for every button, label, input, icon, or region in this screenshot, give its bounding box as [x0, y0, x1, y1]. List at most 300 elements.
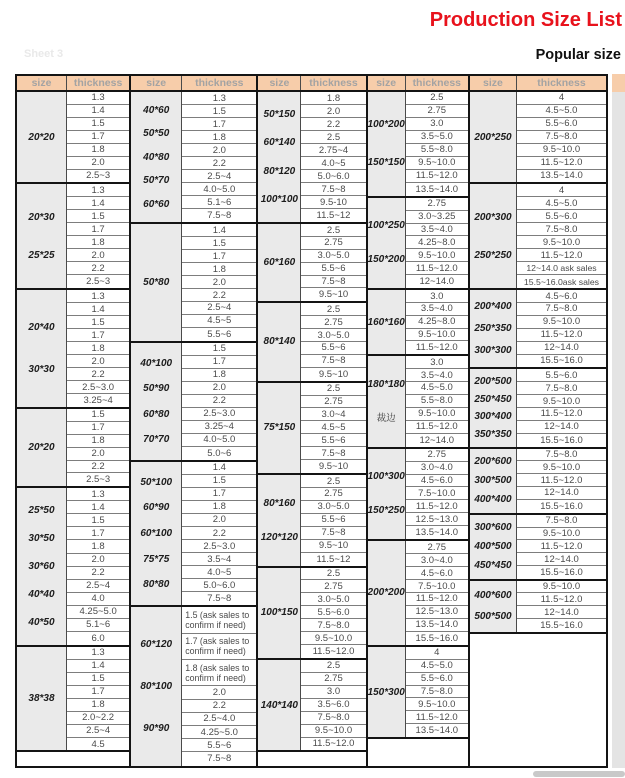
page-title: Production Size List	[429, 9, 622, 31]
thickness-cell: 1.8	[67, 144, 129, 157]
thickness-cell: 13.5~14.0	[540, 170, 583, 182]
thickness-cell: 7.5~8	[207, 210, 232, 222]
size-label: 90*90	[143, 723, 170, 735]
size-label: 75*75	[143, 553, 170, 565]
thickness-cell: 11.5~12.0	[406, 711, 468, 724]
thickness-cell: 3.0~5.0	[301, 329, 365, 342]
thickness-column	[517, 581, 606, 632]
thickness-column	[301, 92, 365, 222]
thickness-cell: 1.4	[67, 303, 129, 316]
size-note: 裁边	[376, 413, 396, 425]
thickness-cell: 9.5~10.0	[406, 329, 468, 342]
size-group	[258, 303, 365, 382]
thickness-cell: 3.0~5.0	[301, 501, 365, 514]
thickness-cell: 7.5~8	[207, 753, 232, 765]
thickness-cell: 11.5~12.0	[517, 157, 606, 170]
size-group	[470, 581, 606, 634]
header-size: size	[17, 76, 67, 90]
thickness-column	[67, 647, 129, 751]
thickness-cell: 11.5~12.0	[406, 262, 468, 275]
thickness-column	[301, 383, 365, 473]
thickness-cell: 2.5	[301, 568, 365, 581]
thickness-cell: 2.0	[182, 144, 256, 157]
empty-cell	[17, 752, 129, 765]
thickness-cell: 3.5~6.0	[301, 699, 365, 712]
size-cell	[470, 449, 517, 513]
thickness-cell: 9.5~10	[301, 540, 365, 553]
size-group	[131, 92, 256, 224]
thickness-cell: 1.5	[182, 475, 256, 488]
thickness-cell: 2.75	[406, 105, 468, 118]
thickness-cell: 1.5	[182, 105, 256, 118]
size-cell	[258, 475, 301, 565]
thickness-cell: 3.0	[406, 118, 468, 131]
thickness-cell: 1.8	[67, 699, 129, 712]
size-label: 30*50	[28, 533, 55, 545]
thickness-cell: 12.5~13.0	[406, 606, 468, 619]
size-label: 40*40	[28, 588, 55, 600]
size-thickness-pair	[368, 76, 470, 766]
size-cell	[470, 290, 517, 367]
size-label: 150*250	[367, 505, 405, 517]
right-sliver-body	[612, 92, 625, 768]
header-size: size	[258, 76, 301, 90]
size-label: 60*120	[140, 638, 173, 650]
thickness-column	[406, 356, 468, 446]
thickness-cell: 9.5-10	[301, 196, 365, 209]
thickness-cell: 1.4	[67, 197, 129, 210]
thickness-cell: 2.2	[182, 395, 256, 408]
size-group	[470, 92, 606, 184]
size-label: 150*150	[367, 157, 405, 169]
size-cell	[470, 515, 517, 579]
thickness-cell: 11.5~12.0	[406, 593, 468, 606]
size-group	[470, 184, 606, 290]
thickness-cell: 12~14.0	[517, 421, 606, 434]
size-label: 25*25	[28, 249, 55, 261]
thickness-cell: 5.5~6.0	[301, 606, 365, 619]
thickness-cell: 2.5	[406, 92, 468, 105]
size-group	[131, 224, 256, 343]
thickness-column	[182, 92, 256, 222]
thickness-cell: 5.5~6.0	[517, 369, 606, 382]
thickness-cell: 2.2	[182, 700, 256, 713]
size-label: 38*38	[28, 693, 55, 705]
size-label: 160*160	[367, 316, 405, 328]
sheet-label: Sheet 3	[24, 48, 64, 60]
size-cell	[470, 92, 517, 182]
thickness-cell: 6.0	[91, 632, 105, 644]
size-label: 250*250	[474, 249, 512, 261]
production-size-table	[15, 74, 608, 768]
size-cell	[17, 184, 67, 288]
thickness-cell: 7.5~8	[207, 593, 232, 605]
size-group	[368, 541, 468, 647]
thickness-cell: 7.5~8.0	[517, 449, 606, 462]
size-cell	[131, 607, 182, 766]
thickness-cell: 3.0~4.0	[406, 554, 468, 567]
thickness-cell: 4.5~6.0	[406, 567, 468, 580]
thickness-cell: 4.25~8.0	[406, 236, 468, 249]
thickness-cell: 2.5~4	[182, 302, 256, 315]
thickness-column	[182, 224, 256, 341]
size-cell	[17, 647, 67, 751]
thickness-cell: 2.5~3.0	[67, 381, 129, 394]
thickness-cell: 13.5~14.0	[406, 619, 468, 632]
size-label: 80*140	[263, 336, 296, 348]
size-group	[17, 92, 129, 184]
thickness-cell: 2.0	[182, 382, 256, 395]
thickness-cell: 2.5	[301, 660, 365, 673]
thickness-cell: 5.5~6	[182, 739, 256, 752]
thickness-cell: 2.75	[301, 673, 365, 686]
thickness-cell: 4	[517, 184, 606, 197]
thickness-cell: 1.3	[182, 92, 256, 105]
thickness-cell: 1.5	[67, 409, 129, 422]
thickness-cell: 12~14.0	[517, 342, 606, 355]
size-group	[368, 356, 468, 448]
thickness-cell: 9.5~10.0	[406, 249, 468, 262]
thickness-cell: 3.25~4	[83, 395, 113, 406]
thickness-cell: 1.4	[67, 501, 129, 514]
thickness-cell: 1.7	[67, 131, 129, 144]
thickness-cell: 9.5~10	[318, 461, 349, 473]
thickness-cell: 11.5~12	[316, 210, 351, 222]
thickness-cell: 2.5	[301, 475, 365, 488]
thickness-cell: 1.5	[67, 673, 129, 686]
thickness-cell: 2.2	[301, 118, 365, 131]
thickness-cell: 5.0~6.0	[182, 579, 256, 592]
size-label: 300*400	[474, 411, 512, 423]
thickness-cell: 2.5~3.0	[182, 540, 256, 553]
table-header-row	[17, 76, 129, 92]
size-label: 80*80	[143, 579, 170, 591]
thickness-column	[182, 607, 256, 766]
thickness-cell: 11.5~12.0	[517, 540, 606, 553]
thickness-cell: 3.0~4	[301, 408, 365, 421]
thickness-cell: 5.1~6	[67, 619, 129, 632]
thickness-cell: 2.2	[67, 461, 129, 474]
size-cell	[17, 290, 67, 407]
table-header-row	[470, 76, 606, 92]
size-label: 60*100	[140, 527, 173, 539]
thickness-cell: 2.0~2.2	[67, 712, 129, 725]
size-label: 100*250	[367, 220, 405, 232]
size-cell	[470, 369, 517, 446]
thickness-cell: 9.5~10.0	[517, 581, 606, 594]
thickness-cell: 15.5~16.0	[540, 566, 583, 578]
thickness-cell: 7.5~8.0	[517, 131, 606, 144]
thickness-cell: 1.3	[67, 92, 129, 105]
thickness-cell: 9.5~10.0	[406, 408, 468, 421]
size-label: 40*100	[140, 357, 173, 369]
size-label: 200*300	[474, 211, 512, 223]
thickness-column	[67, 488, 129, 645]
thickness-cell: 11.5~12.0	[312, 738, 355, 750]
size-label: 120*120	[260, 531, 298, 543]
thickness-cell: 4	[406, 647, 468, 660]
thickness-cell: 12.5~13.0	[406, 513, 468, 526]
thickness-cell: 12~14.0	[419, 434, 455, 446]
thickness-cell: 1.5	[67, 316, 129, 329]
thickness-cell: 2.75	[301, 580, 365, 593]
thickness-cell: 9.5~10.0	[517, 395, 606, 408]
size-label: 40*80	[143, 151, 170, 163]
thickness-cell: 4.25~5.0	[182, 726, 256, 739]
size-label: 60*80	[143, 408, 170, 420]
thickness-cell: 2.2	[67, 368, 129, 381]
thickness-cell: 1.7	[182, 488, 256, 501]
thickness-column	[67, 290, 129, 407]
size-cell	[258, 224, 301, 301]
thickness-cell: 1.5	[67, 514, 129, 527]
thickness-cell: 12~14.0	[517, 487, 606, 500]
size-label: 300*600	[474, 522, 512, 534]
thickness-cell: 12~14.0 ask sales	[517, 262, 606, 275]
size-label: 400*600	[474, 590, 512, 602]
thickness-cell: 9.5~10.0	[517, 316, 606, 329]
thickness-cell: 4.5~6.0	[406, 475, 468, 488]
thickness-cell: 13.5~14.0	[415, 725, 459, 737]
thickness-cell: 7.5~8.0	[517, 223, 606, 236]
header-thickness: thickness	[517, 76, 606, 90]
size-label: 400*500	[474, 541, 512, 553]
thickness-column	[301, 475, 365, 565]
thickness-cell: 2.75	[301, 396, 365, 409]
size-group	[17, 647, 129, 753]
thickness-cell: 11.5~12.0	[312, 646, 355, 658]
thickness-cell: 13.5~14.0	[415, 183, 459, 195]
header-size: size	[131, 76, 182, 90]
size-label: 40*60	[143, 104, 170, 116]
size-cell	[470, 581, 517, 632]
thickness-cell: 3.0~4.0	[406, 462, 468, 475]
thickness-cell: 9.5~10.0	[301, 725, 365, 738]
thickness-cell: 5.5~6	[301, 514, 365, 527]
thickness-cell: 1.8 (ask sales to confirm if need)	[182, 660, 256, 686]
thickness-cell: 15.5~16.0	[540, 355, 583, 367]
thickness-cell: 5.5~8.0	[406, 144, 468, 157]
size-label: 200*250	[474, 131, 512, 143]
thickness-cell: 15.5~16.0	[540, 619, 583, 631]
thickness-cell: 1.7	[67, 527, 129, 540]
thickness-cell: 15.5~16.0ask sales	[523, 276, 600, 287]
thickness-cell: 2.5~4	[67, 580, 129, 593]
size-label: 250*450	[474, 393, 512, 405]
size-label: 50*80	[143, 277, 170, 289]
thickness-cell: 1.4	[182, 224, 256, 237]
thickness-cell: 1.7	[182, 250, 256, 263]
thickness-cell: 2.75	[406, 541, 468, 554]
thickness-cell: 1.5	[182, 237, 256, 250]
size-label: 350*350	[474, 428, 512, 440]
thickness-cell: 7.5~10.0	[406, 580, 468, 593]
thickness-cell: 4.5~5.0	[406, 660, 468, 673]
thickness-cell: 1.8	[67, 342, 129, 355]
thickness-cell: 2.2	[182, 157, 256, 170]
thickness-cell: 9.5~10.0	[406, 698, 468, 711]
thickness-cell: 2.0	[182, 276, 256, 289]
table-header-row	[258, 76, 365, 92]
size-cell	[368, 290, 406, 354]
thickness-cell: 1.7	[67, 329, 129, 342]
size-label: 20*20	[28, 442, 55, 454]
thickness-column	[67, 184, 129, 288]
size-label: 50*150	[263, 109, 296, 121]
size-cell	[368, 647, 406, 737]
thickness-cell: 9.5~10	[318, 289, 349, 301]
size-label: 200*500	[474, 376, 512, 388]
thickness-cell: 1.8	[67, 236, 129, 249]
size-label: 150*200	[367, 254, 405, 266]
thickness-cell: 5.0~6.0	[301, 170, 365, 183]
thickness-cell: 4.5~5.0	[517, 197, 606, 210]
size-thickness-pair	[131, 76, 258, 766]
size-label: 50*100	[140, 476, 173, 488]
thickness-cell: 3.0~5.0	[301, 250, 365, 263]
thickness-cell: 7.5~10.0	[406, 487, 468, 500]
thickness-cell: 3.0~5.0	[301, 593, 365, 606]
thickness-cell: 2.5~3	[86, 474, 111, 486]
size-cell	[17, 488, 67, 645]
size-group	[258, 383, 365, 475]
thickness-cell: 1.7	[182, 118, 256, 131]
thickness-cell: 2.5~3.0	[182, 408, 256, 421]
thickness-cell: 4.5~5	[182, 315, 256, 328]
size-group	[368, 92, 468, 198]
size-label: 25*50	[28, 505, 55, 517]
thickness-cell: 1.3	[67, 488, 129, 501]
thickness-cell: 2.5	[301, 131, 365, 144]
thickness-column	[67, 92, 129, 182]
thickness-cell: 3.5~4.0	[406, 369, 468, 382]
size-cell	[470, 184, 517, 288]
header-thickness: thickness	[182, 76, 256, 90]
thickness-cell: 7.5~8.0	[301, 712, 365, 725]
size-group	[470, 290, 606, 369]
header-thickness: thickness	[406, 76, 468, 90]
size-cell	[258, 383, 301, 473]
size-group	[368, 290, 468, 356]
size-label: 100*150	[260, 607, 298, 619]
size-cell	[131, 343, 182, 460]
size-label: 50*70	[143, 175, 170, 187]
thickness-cell: 11.5~12.0	[406, 170, 468, 183]
thickness-cell: 1.4	[182, 462, 256, 475]
size-group	[258, 568, 365, 660]
thickness-column	[301, 660, 365, 750]
thickness-cell: 5.5~6	[301, 263, 365, 276]
thickness-cell: 5.1~6	[182, 196, 256, 209]
thickness-column	[406, 92, 468, 196]
thickness-cell: 2.5~4	[182, 170, 256, 183]
size-label: 300*500	[474, 475, 512, 487]
thickness-column	[517, 184, 606, 288]
thickness-cell: 4.0	[67, 593, 129, 606]
thickness-cell: 9.5~10.0	[517, 461, 606, 474]
thickness-cell: 9.5~10	[318, 368, 349, 380]
subtitle: Popular size	[535, 47, 621, 63]
thickness-cell: 11.5~12.0	[406, 421, 468, 434]
size-cell	[258, 568, 301, 658]
thickness-column	[406, 647, 468, 737]
thickness-cell: 4.0~5.0	[182, 183, 256, 196]
thickness-cell: 12~14.0	[517, 606, 606, 619]
size-group	[17, 184, 129, 290]
thickness-cell: 1.8	[182, 131, 256, 144]
thickness-cell: 5.5~6.0	[406, 673, 468, 686]
thickness-cell: 1.3	[67, 184, 129, 197]
thickness-cell: 1.7	[67, 422, 129, 435]
thickness-cell: 2.2	[67, 262, 129, 275]
thickness-cell: 3.5~4.0	[406, 303, 468, 316]
size-label: 70*70	[143, 434, 170, 446]
thickness-cell: 11.5~12.0	[517, 249, 606, 262]
thickness-cell: 4.5~5	[301, 421, 365, 434]
thickness-column	[406, 198, 468, 288]
thickness-column	[406, 449, 468, 539]
size-label: 150*300	[367, 686, 405, 698]
size-label: 300*300	[474, 345, 512, 357]
horizontal-scrollbar-thumb[interactable]	[533, 771, 625, 777]
thickness-cell: 4.5~6.0	[517, 290, 606, 303]
thickness-cell: 1.8	[67, 435, 129, 448]
thickness-cell: 2.5~3	[86, 170, 111, 182]
size-cell	[131, 462, 182, 605]
size-cell	[368, 92, 406, 196]
thickness-cell: 7.5~8.0	[406, 686, 468, 699]
size-label: 60*60	[143, 198, 170, 210]
size-group	[17, 290, 129, 409]
size-label: 200*400	[474, 301, 512, 313]
thickness-cell: 15.5~16.0	[540, 434, 583, 446]
size-group	[258, 660, 365, 752]
empty-cell	[258, 752, 365, 765]
size-group	[258, 475, 365, 567]
thickness-cell: 1.7	[67, 223, 129, 236]
thickness-cell: 4	[517, 92, 606, 105]
thickness-cell: 2.75	[406, 449, 468, 462]
thickness-cell: 4.0~5	[182, 566, 256, 579]
thickness-cell: 7.5~8.0	[517, 382, 606, 395]
thickness-column	[406, 290, 468, 354]
thickness-cell: 3.5~4.0	[406, 224, 468, 237]
thickness-cell: 2.0	[301, 105, 365, 118]
thickness-column	[301, 303, 365, 380]
thickness-cell: 4.25~5.0	[67, 606, 129, 619]
thickness-column	[182, 343, 256, 460]
size-label: 40*50	[28, 616, 55, 628]
thickness-cell: 2.75	[301, 237, 365, 250]
size-cell	[368, 198, 406, 288]
thickness-column	[182, 462, 256, 605]
size-cell	[131, 224, 182, 341]
header-size: size	[368, 76, 406, 90]
thickness-cell: 3.0	[301, 686, 365, 699]
size-label: 400*400	[474, 493, 512, 505]
thickness-cell: 2.0	[67, 157, 129, 170]
thickness-cell: 3.25~4	[182, 421, 256, 434]
size-group	[258, 224, 365, 303]
thickness-cell: 2.2	[182, 289, 256, 302]
size-cell	[17, 92, 67, 182]
size-label: 100*100	[260, 193, 298, 205]
size-label: 250*350	[474, 323, 512, 335]
thickness-cell: 4.0~5	[301, 157, 365, 170]
thickness-cell: 1.8	[182, 501, 256, 514]
thickness-cell: 5.0~6	[207, 447, 232, 459]
size-label: 20*40	[28, 321, 55, 333]
